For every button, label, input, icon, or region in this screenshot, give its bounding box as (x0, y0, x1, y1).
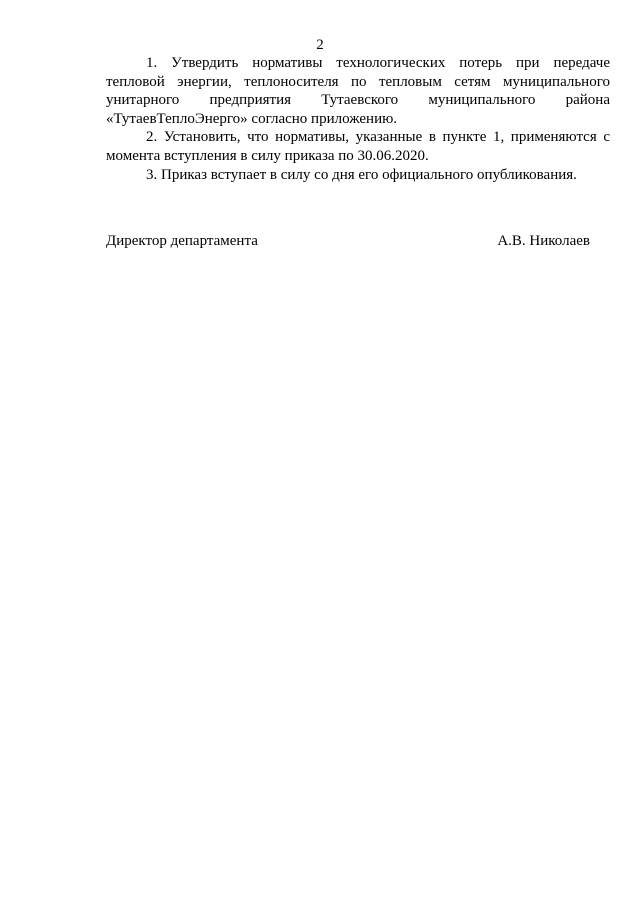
signature-block (106, 232, 590, 250)
signatory-name: А.В. Николаев (497, 233, 590, 249)
paragraph-3: 3. Приказ вступает в силу со дня его официального опубликования. (146, 166, 577, 183)
document-body (106, 54, 610, 184)
page-number: 2 (316, 37, 324, 53)
paragraph-2: 2. Установить, что нормативы, указанные в пункте 1, применяются с момента вступления в силу приказа по 30.06.2020. (106, 129, 610, 164)
signatory-position: Директор департамента (106, 233, 258, 249)
paragraph-1: 1. Утвердить нормативы технологических потерь при передаче тепловой энергии, теплоносителя по тепловым сетям муниципального унитарного предприятия Тутаевского муниципального района «ТутаевТеплоЭнерго» согласно приложению. (106, 55, 610, 127)
